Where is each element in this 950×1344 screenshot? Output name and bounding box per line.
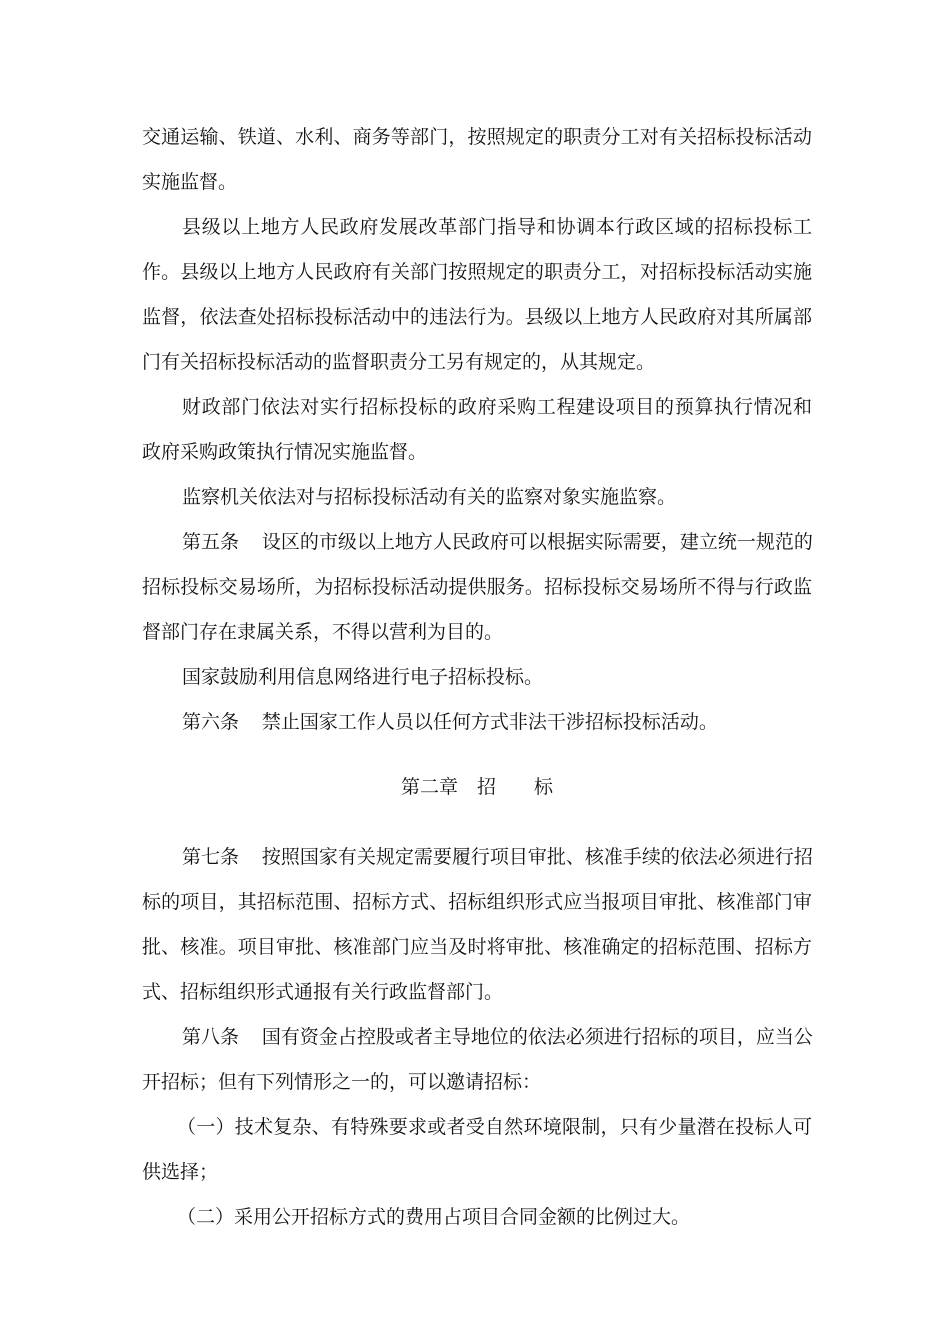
paragraph-line: 开招标；但有下列情形之一的，可以邀请招标： [142,1071,542,1093]
paragraph-line: 国家鼓励利用信息网络进行电子招标投标。 [182,666,544,688]
article-number: 第八条 [182,1026,240,1048]
paragraph-line: 批、核准。项目审批、核准部门应当及时将审批、核准确定的招标范围、招标方 [142,936,812,958]
article-five-line [182,530,812,554]
article-text: 按照国家有关规定需要履行项目审批、核准手续的依法必须进行招 [261,846,813,868]
article-eight-line [182,1025,812,1049]
chapter-title: 招 标 [477,776,554,798]
article-text: 国有资金占控股或者主导地位的依法必须进行招标的项目，应当公 [261,1026,813,1048]
article-text: 禁止国家工作人员以任何方式非法干涉招标投标活动。 [261,711,718,733]
article-number: 第六条 [182,711,240,733]
article-number: 第七条 [182,846,240,868]
article-seven-line [182,845,812,869]
paragraph-line: 督部门存在隶属关系，不得以营利为目的。 [142,621,504,643]
list-item-line: （一）技术复杂、有特殊要求或者受自然环境限制，只有少量潜在投标人可 [177,1116,812,1138]
article-number: 第五条 [182,531,240,553]
paragraph-line: 政府采购政策执行情况实施监督。 [142,441,428,463]
paragraph-line: 标的项目，其招标范围、招标方式、招标组织形式应当报项目审批、核准部门审 [142,891,812,913]
paragraph-line: 县级以上地方人民政府发展改革部门指导和协调本行政区域的招标投标工 [182,216,812,238]
paragraph-line: 式、招标组织形式通报有关行政监督部门。 [142,981,504,1003]
paragraph-line: 实施监督。 [142,171,238,193]
paragraph-line: 监督，依法查处招标投标活动中的违法行为。县级以上地方人民政府对其所属部 [142,306,812,328]
paragraph-line: 供选择； [142,1161,219,1183]
paragraph-line: 作。县级以上地方人民政府有关部门按照规定的职责分工，对招标投标活动实施 [142,261,812,283]
paragraph-line: 财政部门依法对实行招标投标的政府采购工程建设项目的预算执行情况和 [182,396,812,418]
paragraph-line: 监察机关依法对与招标投标活动有关的监察对象实施监察。 [182,486,677,508]
article-text: 设区的市级以上地方人民政府可以根据实际需要，建立统一规范的 [261,531,813,553]
chapter-number: 第二章 [400,776,458,798]
article-six-line [182,710,812,734]
chapter-heading [142,775,812,799]
paragraph-line: 门有关招标投标活动的监督职责分工另有规定的，从其规定。 [142,351,656,373]
list-item-line: （二）采用公开招标方式的费用占项目合同金额的比例过大。 [177,1206,691,1228]
paragraph-line: 招标投标交易场所，为招标投标活动提供服务。招标投标交易场所不得与行政监 [142,576,812,598]
paragraph-line: 交通运输、铁道、水利、商务等部门，按照规定的职责分工对有关招标投标活动 [142,126,812,148]
